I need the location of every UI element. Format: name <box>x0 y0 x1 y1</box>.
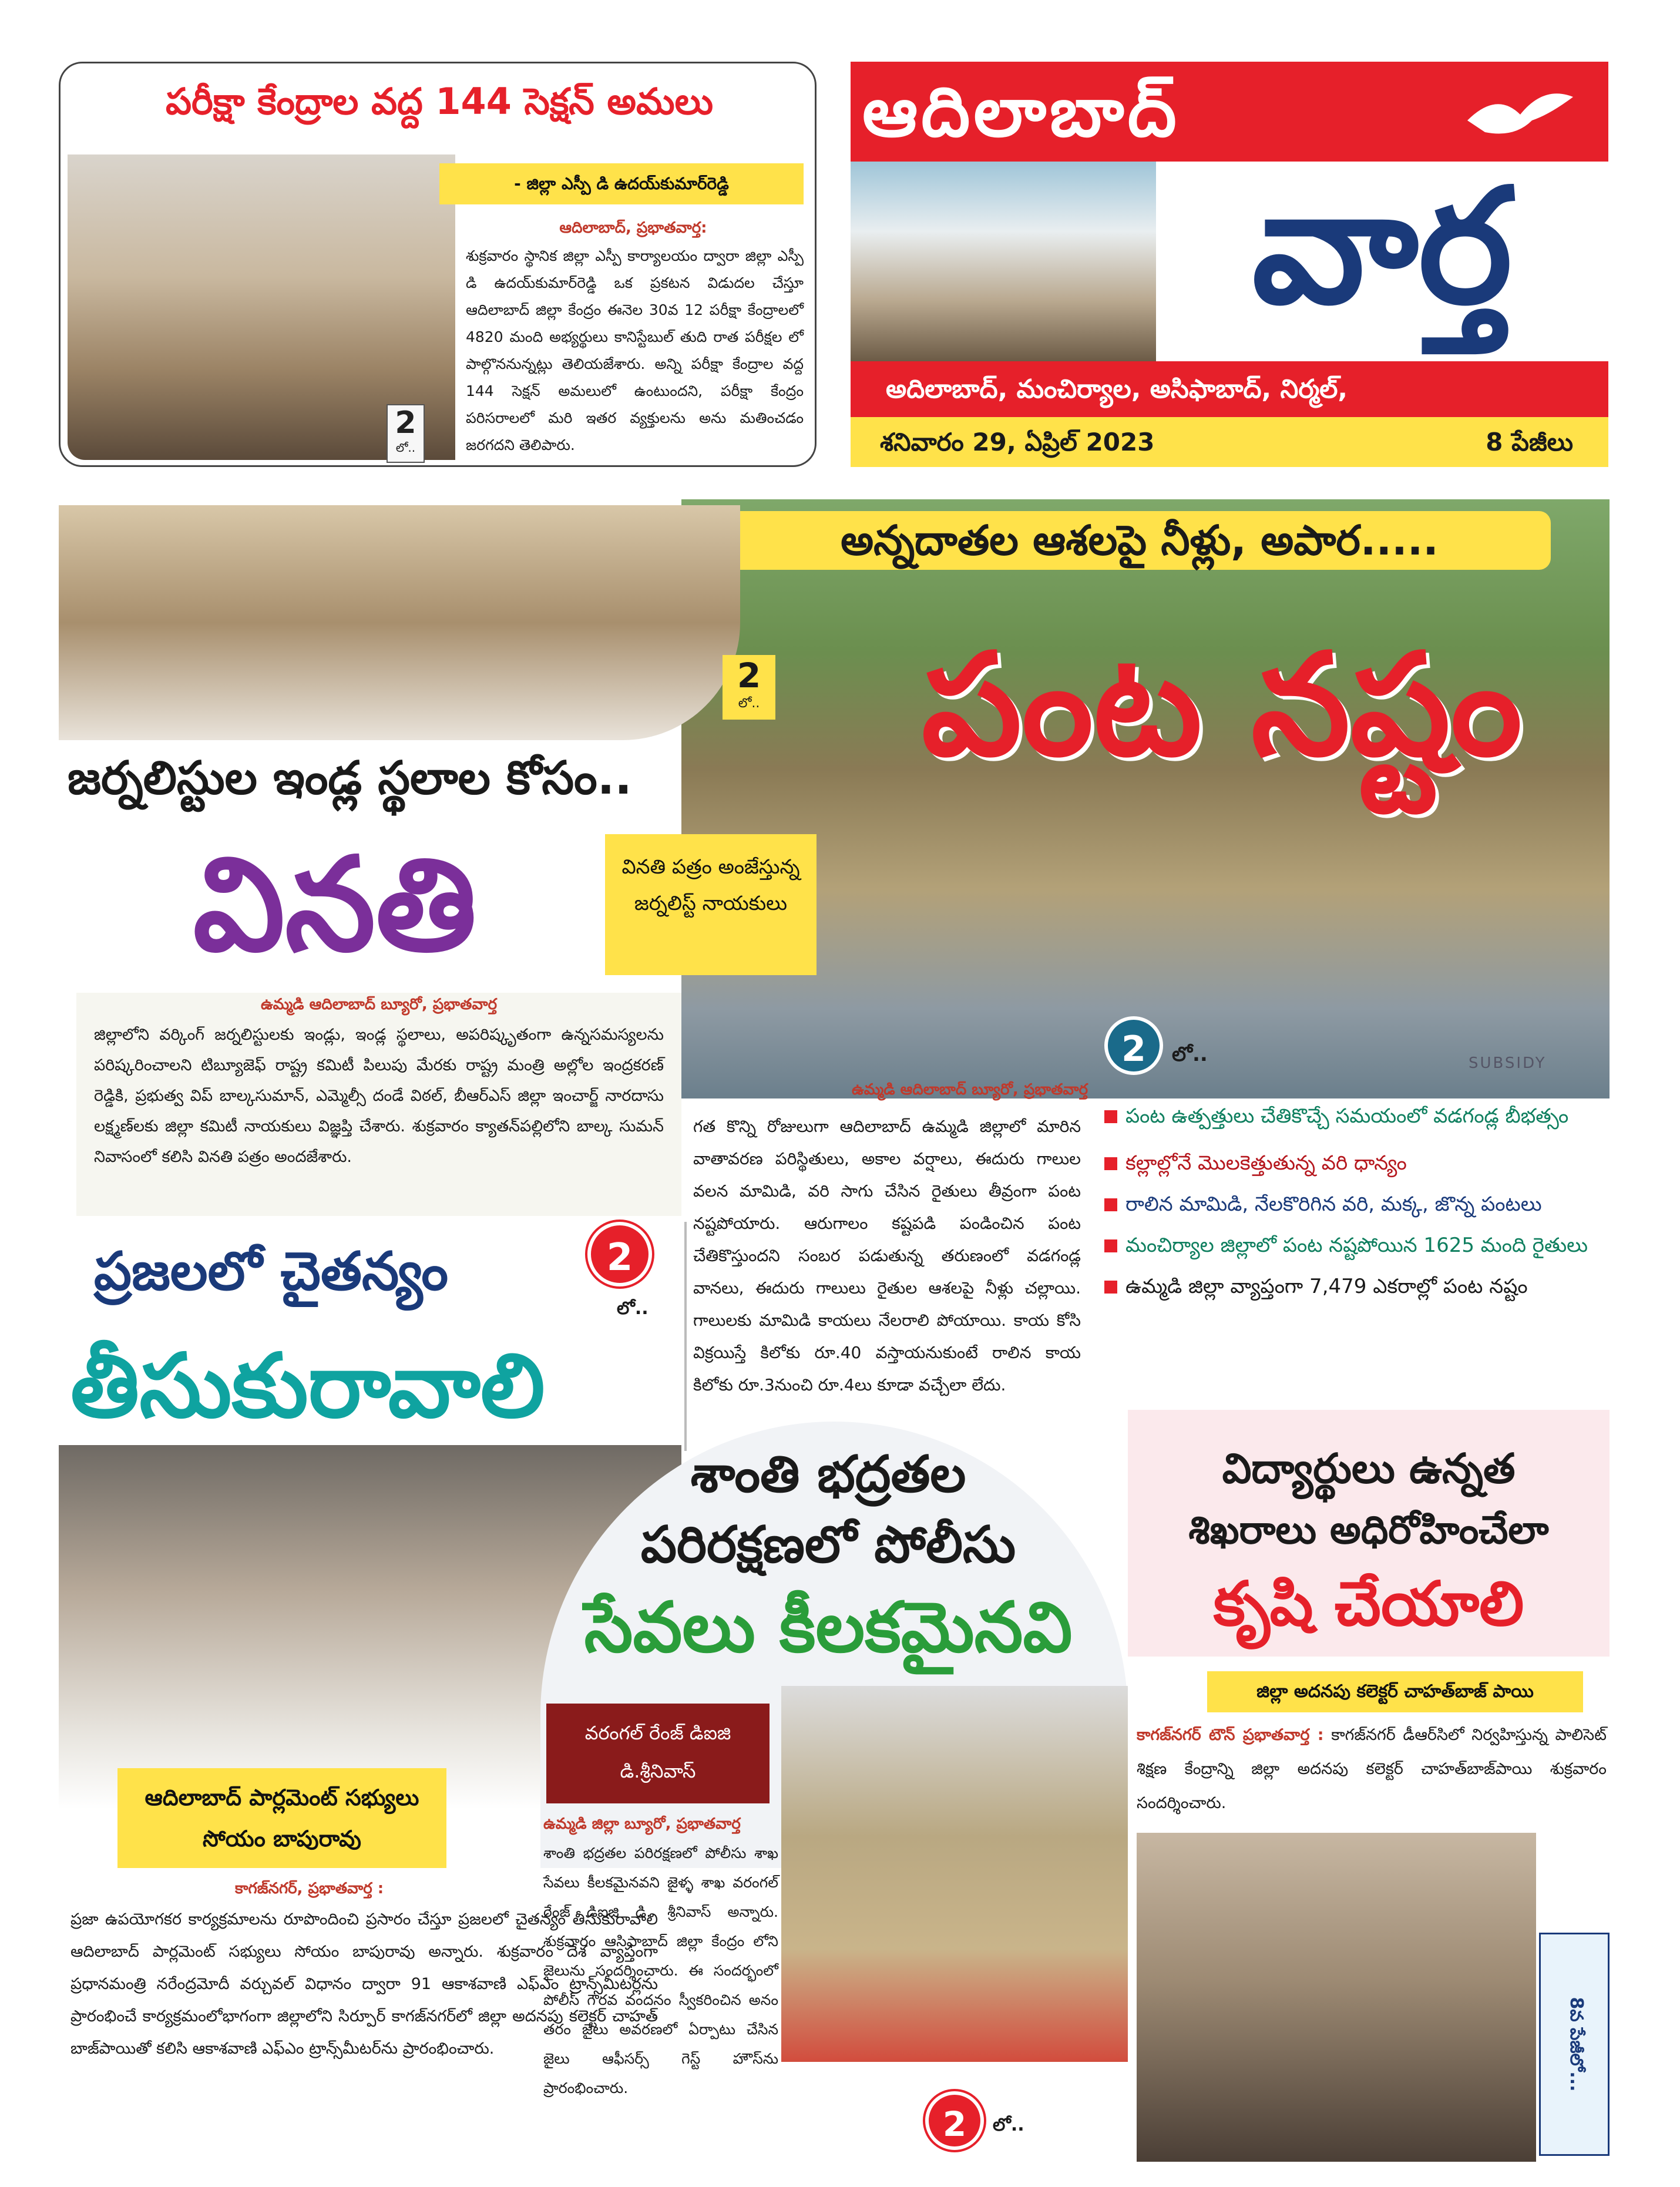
crop-bullet <box>1104 1098 1610 1134</box>
students-side-tab-text: 8వ పేజీలో... <box>1566 1997 1587 2092</box>
awareness-big-word: తీసుకురావాలి <box>70 1335 545 1437</box>
date-bar <box>851 417 1608 467</box>
awareness-ref-suffix: లో.. <box>617 1298 649 1319</box>
districts-text: అదిలాబాద్, మంచిర్యాల, అసిఫాబాద్, నిర్మల్, <box>886 374 1348 404</box>
crop-ref-number: 2 <box>1121 1029 1146 1070</box>
journalists-body: జిల్లాలోని వర్కింగ్ జర్నలిస్టులకు ఇండ్లు, ఇండ్ల స్థలాలు, అపరిష్కృతంగా ఉన్నసమస్యలను పరిష్కరించాలని టిబ్యూజెఫ్ రాష్ట్ర కమిటీ పిలుపు మేరకు రాష్ట్ర మంత్రి అల్లోల ఇంద్రకరణ్ రెడ్డికి, ప్రభుత్వ విప్ బాల్కసుమాన్, ఎమ్మెల్సీ దండే విఠల్, బీఆర్ఎస్ జిల్లా ఇంచార్జ్ నారదాసు లక్ష్మణ్‌లకు జిల్లా కమిటీ నాయకులు విజ్ఞప్తి చేశారు. శుక్రవారం క్యాతన్‌పల్లిలోని బాల్క సుమన్ నివాసంలో కలిసి వినతి పత్రం అందజేశారు. <box>94 1026 664 1166</box>
crop-bullet-text: రాలిన మామిడి, నేలకొరిగిన వరి, మక్క, జొన్న పంటలు <box>1125 1192 1542 1216</box>
masthead-title-main: వార్త <box>1252 154 1513 339</box>
awareness-caption: ఆదిలాబాద్ పార్లమెంట్ సభ్యులు సోయం బాపురావు <box>117 1768 446 1868</box>
police-ref-suffix: లో.. <box>993 2115 1024 2135</box>
police-headline-2: పరిరక్షణలో పోలీసు <box>640 1516 1016 1574</box>
crop-bullet-text: మంచిర్యాల జిల్లాలో పంట నష్టపోయిన 1625 మంది రైతులు <box>1125 1234 1588 1257</box>
exam-ref-number: 2 <box>395 405 416 441</box>
crop-bullet <box>1104 1228 1610 1263</box>
police-body: శాంతి భద్రతల పరిరక్షణలో పోలీసు శాఖ సేవలు కీలకమైనవని జైళ్ళ శాఖ వరంగల్ రేంజ్ డిఐజి డి. శ్రీనివాస్ అన్నారు. శుక్రవారం ఆసిఫాబాద్ జిల్లా కేంద్రం లోని జైలును సందర్శించారు. ఈ సందర్భంలో పోలీస్ గౌరవ వందనం స్వీకరించిన అనం తరం జైలు అవరణలో ఏర్పాటు చేసిన జైలు ఆఫీసర్స్ గెస్ట్ హౌస్‌ను ప్రారంభించారు. <box>543 1845 778 2097</box>
exam-headline: పరీక్షా కేంద్రాల వద్ద 144 సెక్షన్ అమలు <box>165 80 714 123</box>
masthead <box>851 62 1608 467</box>
exam-ref-box[interactable] <box>387 404 425 463</box>
crop-headline: పంట నష్టం <box>921 623 1523 787</box>
bullet-dot-icon <box>1104 1110 1117 1123</box>
police-ref-badge[interactable] <box>925 2091 984 2150</box>
police-caption: వరంగల్ రేంజ్ డిఐజి డి.శ్రీనివాస్ <box>546 1704 770 1803</box>
exam-byline: ఆదిలాబాద్, ప్రభాతవార్త: <box>559 219 707 237</box>
farmer-sack-label: SUBSIDY <box>1469 1054 1547 1072</box>
crop-bullets-list <box>1104 1098 1610 1427</box>
bullet-dot-icon <box>1104 1239 1117 1252</box>
journalists-headline: జర్నలిస్టుల ఇండ్ల స్థలాల కోసం.. <box>68 752 632 805</box>
awareness-body: ప్రజా ఉపయోగకర కార్యక్రమాలను రూపొందించి ప్రసారం చేస్తూ ప్రజలలో చైతన్యం తీసుకురావాలి ఆదిలాబాద్ పార్లమెంట్ సభ్యులు సోయం బాపురావు అన్నారు. శుక్రవారం దేశ వ్యాప్తంగా ప్రధానమంత్రి నరేంద్రమోదీ వర్చువల్ విధానం ద్వారా 91 ఆకాశవాణి ఎఫ్‌ఎం ట్రాన్స్‌మీటర్లను ప్రారంభించే కార్యక్రమంలోభాగంగా జిల్లాలోని సిర్పూర్ కాగజ్‌నగర్‌లో జిల్లా అదనపు కలెక్టర్ చాహత్ బాజ్‌పాయితో కలిసి ఆకాశవాణి ఎఫ్‌ఎం ట్రాన్స్‌మీటర్‌ను ప్రారంభించారు. <box>70 1910 658 2058</box>
journalists-photo <box>59 505 740 740</box>
students-headline-3: కృషి చేయాలి <box>1213 1568 1524 1640</box>
crop-ref-suffix: లో.. <box>1172 1043 1208 1066</box>
journalists-caption: వినతి పత్రం అంజేస్తున్న జర్నలిస్ట్ నాయకులు <box>605 834 817 975</box>
masthead-title-top: ఆదిలాబాద్ <box>862 71 1180 152</box>
journalists-ref-box[interactable] <box>723 655 775 720</box>
issue-date: శనివారం 29, ఏప్రిల్ 2023 <box>880 428 1155 456</box>
police-ref-number: 2 <box>942 2104 967 2144</box>
crop-bullet-text: ఉమ్మడి జిల్లా వ్యాప్తంగా 7,479 ఎకరాల్లో పంట నష్టం <box>1125 1275 1528 1298</box>
exam-ref-suffix: లో.. <box>395 441 416 455</box>
police-headline-3: సేవలు కీలకమైనవి <box>584 1587 1073 1668</box>
students-text <box>1137 1718 1607 1824</box>
students-caption: జిల్లా అదనపు కలెక్టర్ చాహత్‌బాజ్ పాయి <box>1207 1671 1583 1712</box>
crop-bullet <box>1104 1145 1610 1181</box>
awareness-headline: ప్రజలలో చైతన్యం <box>94 1241 449 1302</box>
police-photo <box>781 1686 1128 2062</box>
bullet-dot-icon <box>1104 1157 1117 1170</box>
crop-bullet <box>1104 1187 1610 1222</box>
police-byline: ఉమ్మడి జిల్లా బ్యూరో, ప్రభాతవార్త <box>543 1815 741 1833</box>
students-byline: కాగజ్‌నగర్ టౌన్ ప్రభాతవార్త : <box>1137 1726 1324 1744</box>
awareness-ref-badge[interactable] <box>587 1222 652 1286</box>
exam-quote: - జిల్లా ఎస్పీ డి ఉదయ్‌కుమార్‌రెడ్డి <box>439 163 804 204</box>
journalists-ref-number: 2 <box>737 656 761 696</box>
journalists-byline: ఉమ్మడి ఆదిలాబాద్ బ్యూరో, ప్రభాతవార్త <box>260 996 498 1013</box>
crop-ref-badge[interactable] <box>1104 1016 1163 1075</box>
students-side-tab[interactable] <box>1539 1933 1610 2156</box>
awareness-ref-number: 2 <box>606 1236 633 1279</box>
exam-article-card <box>59 62 817 467</box>
awareness-byline: కాగజ్‌నగర్, ప్రభాతవార్త : <box>235 1880 384 1897</box>
journalists-text-box <box>76 993 681 1216</box>
districts-bar <box>851 361 1608 417</box>
students-headline-1: విద్యార్థులు ఉన్నత <box>1222 1444 1516 1493</box>
students-body: కాగజ్‌నగర్ డీఆర్‌సిలో నిర్వహిస్తున్న పాలిసెట్ శిక్షణ కేంద్రాన్ని జిల్లా అదనపు కలెక్టర్ చాహత్‌బాజ్‌పాయి శుక్రవారం సందర్శించారు. <box>1137 1726 1607 1812</box>
crop-body: గత కొన్ని రోజులుగా ఆదిలాబాద్ ఉమ్మడి జిల్లాలో మారిన వాతావరణ పరిస్థితులు, అకాల వర్షాలు, ఈదురు గాలుల వలన మామిడి, వరి సాగు చేసిన రైతులు తీవ్రంగా పంట నష్టపోయారు. ఆరుగాలం కష్టపడి పండించిన పంట చేతికొస్తుందని సంబర పడుతున్న తరుణంలో వడగండ్ల వానలు, ఈదురు గాలులు రైతుల ఆశలపై నీళ్లు చల్లాయి. గాలులకు మామిడి కాయలు నేలరాలి పోయాయి. కాయ కోసి విక్రయిస్తే కిలోకు రూ.40 వస్తాయనుకుంటే రాలిన కాయ కిలోకు రూ.3నుంచి రూ.4లు కూడా వచ్చేలా లేదు. <box>693 1117 1081 1395</box>
crop-kicker: అన్నదాతల ఆశలపై నీళ్లు, అపార..... <box>728 511 1551 570</box>
bullet-dot-icon <box>1104 1281 1117 1294</box>
crop-bullet-text: కల్లాల్లోనే మొలకెత్తుతున్న వరి ధాన్యం <box>1125 1151 1407 1175</box>
page-count: 8 పేజీలు <box>1486 428 1573 456</box>
journalists-big-word: వినతి <box>193 829 477 980</box>
crop-bullet <box>1104 1269 1610 1304</box>
police-headline-1: శాంతి భద్రతల <box>690 1445 966 1504</box>
students-headline-2: శిఖరాలు అధిరోహించేలా <box>1188 1507 1549 1553</box>
crop-byline: ఉమ్మడి ఆదిలాబాద్ బ్యూరో, ప్రభాతవార్త <box>852 1081 1088 1098</box>
dove-logo-icon <box>1461 79 1579 150</box>
bullet-dot-icon <box>1104 1198 1117 1211</box>
students-photo <box>1137 1833 1536 2162</box>
journalists-ref-suffix: లో.. <box>738 696 760 711</box>
waterfall-photo <box>851 162 1156 361</box>
exam-body: శుక్రవారం స్థానిక జిల్లా ఎస్పీ కార్యాలయం ద్వారా జిల్లా ఎస్పీ డి ఉదయ్‌కుమార్‌రెడ్డి ఒక ప్రకటన విడుదల చేస్తూ ఆదిలాబాద్ జిల్లా కేంద్రం ఈనెల 30వ 12 పరీక్షా కేంద్రాలలో 4820 మంది అభ్యర్థులు కానిస్టేబుల్ తుది రాత పరీక్షల లో పాల్గొననున్నట్లు తెలియజేశారు. అన్ని పరీక్షా కేంద్రాల వద్ద 144 సెక్షన్ అమలులో ఉంటుందని, పరీక్షా కేంద్రం పరిసరాలలో మరి ఇతర వ్యక్తులను అను మతించడం జరగదని తెలిపారు. <box>466 247 804 453</box>
crop-bullet-text: పంట ఉత్పత్తులు చేతికొచ్చే సమయంలో వడగండ్ల బీభత్సం <box>1125 1104 1569 1128</box>
